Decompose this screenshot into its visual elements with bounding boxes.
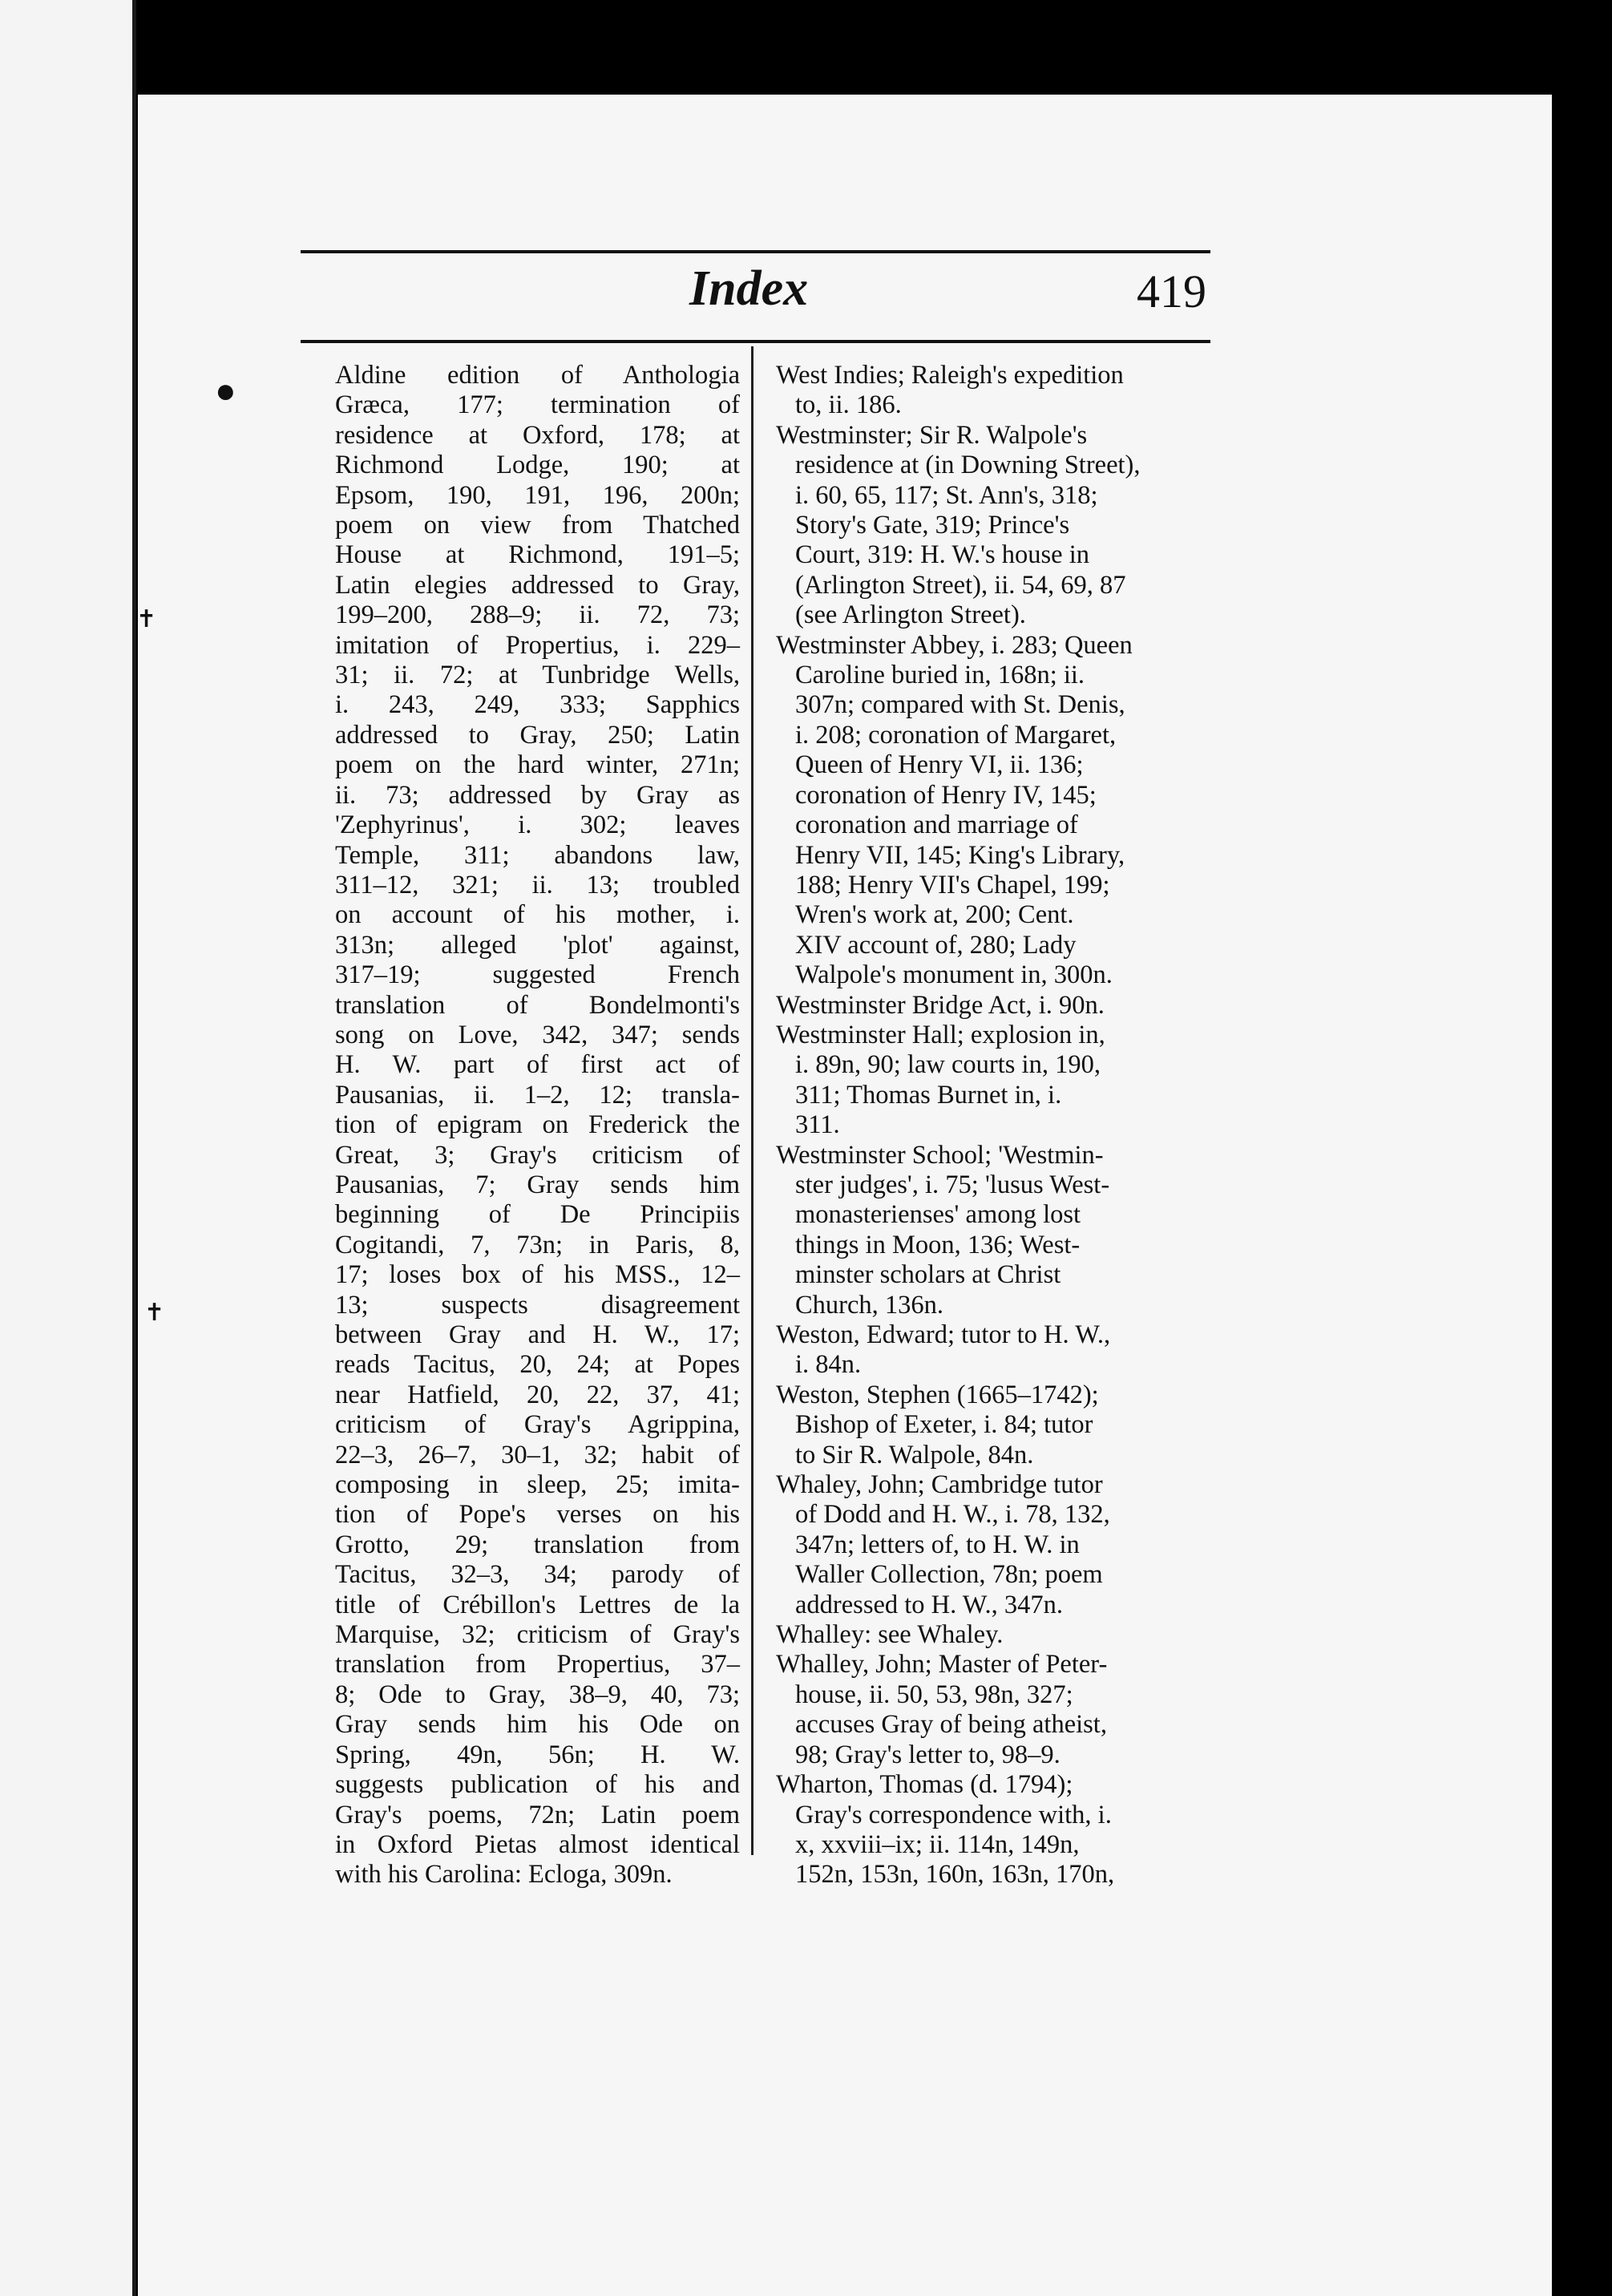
index-line: i. 89n, 90; law courts in, 190, — [795, 1050, 1101, 1080]
index-line: addressed to Gray, 250; Latin — [335, 720, 740, 750]
index-line: x, xxviii–ix; ii. 114n, 149n, — [795, 1829, 1080, 1859]
index-line: ster judges', i. 75; 'lusus West- — [795, 1170, 1110, 1199]
index-line: Westminster School; 'Westmin- — [776, 1140, 1104, 1170]
margin-mark: ✝ — [136, 606, 157, 633]
index-line: House at Richmond, 191–5; — [335, 540, 740, 570]
index-line: Spring, 49n, 56n; H. W. — [335, 1740, 740, 1769]
index-line: Westminster Hall; explosion in, — [776, 1020, 1105, 1049]
index-line: (see Arlington Street). — [795, 600, 1026, 630]
index-line: residence at Oxford, 178; at — [335, 420, 740, 450]
index-line: Marquise, 32; criticism of Gray's — [335, 1620, 740, 1650]
index-line: coronation of Henry IV, 145; — [795, 780, 1097, 810]
index-line: Græca, 177; termination of — [335, 390, 740, 420]
index-line: accuses Gray of being atheist, — [795, 1710, 1107, 1740]
index-line: Henry VII, 145; King's Library, — [795, 840, 1125, 870]
index-line: Walpole's monument in, 300n. — [795, 960, 1113, 990]
index-line: 152n, 153n, 160n, 163n, 170n, — [795, 1860, 1115, 1890]
index-line: between Gray and H. W., 17; — [335, 1320, 740, 1349]
index-line: Westminster Bridge Act, i. 90n. — [776, 990, 1105, 1020]
index-line: Caroline buried in, 168n; ii. — [795, 661, 1085, 690]
index-line: Epsom, 190, 191, 196, 200n; — [335, 480, 740, 510]
index-line: house, ii. 50, 53, 98n, 327; — [795, 1680, 1073, 1709]
index-line: Gray sends him his Ode on — [335, 1710, 740, 1740]
index-line: coronation and marriage of — [795, 810, 1078, 840]
index-line: 311–12, 321; ii. 13; troubled — [335, 870, 740, 899]
index-line: monasterienses' among lost — [795, 1200, 1081, 1230]
index-line: Story's Gate, 319; Prince's — [795, 511, 1070, 540]
index-entry — [776, 631, 1210, 991]
index-line: 311; Thomas Burnet in, i. — [795, 1080, 1062, 1110]
index-line: Aldine edition of Anthologia — [335, 361, 740, 390]
index-line: i. 84n. — [795, 1350, 862, 1380]
index-line: West Indies; Raleigh's expedition — [776, 361, 1124, 390]
index-line: beginning of De Principiis — [335, 1200, 740, 1230]
index-line: Great, 3; Gray's criticism of — [335, 1140, 740, 1170]
column-divider — [751, 346, 753, 1855]
index-entry — [776, 1320, 1210, 1380]
index-line: i. 208; coronation of Margaret, — [795, 720, 1117, 750]
index-entry — [776, 1470, 1210, 1620]
index-line: Whalley, John; Master of Peter- — [776, 1650, 1108, 1680]
index-line: 17; loses box of his MSS., 12– — [335, 1260, 740, 1290]
index-entry — [776, 991, 1210, 1021]
index-line: Gray's correspondence with, i. — [795, 1800, 1112, 1829]
index-line: Grotto, 29; translation from — [335, 1530, 740, 1559]
index-line: 311. — [795, 1110, 840, 1140]
index-line: Pausanias, 7; Gray sends him — [335, 1170, 740, 1199]
margin-mark: ✝ — [144, 1300, 165, 1326]
index-line: criticism of Gray's Agrippina, — [335, 1410, 740, 1440]
index-line: Latin elegies addressed to Gray, — [335, 570, 740, 600]
index-line: 313n; alleged 'plot' against, — [335, 930, 740, 960]
index-line: 22–3, 26–7, 30–1, 32; habit of — [335, 1440, 740, 1469]
book-gutter — [0, 0, 136, 2296]
index-entry — [776, 1141, 1210, 1320]
index-entry — [776, 1650, 1210, 1770]
header-bottom-rule — [301, 340, 1210, 343]
index-line: XIV account of, 280; Lady — [795, 930, 1077, 960]
page-title: Index — [689, 261, 809, 316]
index-line: Westminster Abbey, i. 283; Queen — [776, 630, 1133, 660]
index-line: poem on view from Thatched — [335, 511, 740, 540]
index-line: Whalley: see Whaley. — [776, 1620, 1004, 1650]
index-line: (Arlington Street), ii. 54, 69, 87 — [795, 570, 1126, 600]
page-number: 419 — [1137, 265, 1206, 317]
index-line: 188; Henry VII's Chapel, 199; — [795, 870, 1110, 899]
index-column-right — [776, 361, 1210, 1890]
index-line: poem on the hard winter, 271n; — [335, 750, 740, 780]
header-top-rule — [301, 250, 1210, 253]
index-line: near Hatfield, 20, 22, 37, 41; — [335, 1380, 740, 1409]
index-line: song on Love, 342, 347; sends — [335, 1020, 740, 1049]
index-line: reads Tacitus, 20, 24; at Popes — [335, 1350, 740, 1380]
index-line: of Dodd and H. W., i. 78, 132, — [795, 1500, 1110, 1530]
index-line: things in Moon, 136; West- — [795, 1230, 1081, 1259]
index-line: minster scholars at Christ — [795, 1260, 1061, 1290]
index-line: Weston, Edward; tutor to H. W., — [776, 1320, 1111, 1349]
index-line: 8; Ode to Gray, 38–9, 40, 73; — [335, 1680, 740, 1709]
index-line: tion of epigram on Frederick the — [335, 1110, 740, 1140]
index-line: i. 60, 65, 117; St. Ann's, 318; — [795, 480, 1098, 510]
index-line: on account of his mother, i. — [335, 900, 740, 930]
index-entry — [776, 1620, 1210, 1650]
index-line: composing in sleep, 25; imita- — [335, 1470, 740, 1500]
index-line: suggests publication of his and — [335, 1770, 740, 1800]
index-line: Court, 319: H. W.'s house in — [795, 540, 1089, 570]
margin-mark: ● — [215, 371, 236, 410]
index-line: 98; Gray's letter to, 98–9. — [795, 1740, 1061, 1769]
index-line: 'Zephyrinus', i. 302; leaves — [335, 810, 740, 840]
index-line: 13; suspects disagreement — [335, 1290, 740, 1320]
index-line: Queen of Henry VI, ii. 136; — [795, 750, 1084, 780]
index-line: ii. 73; addressed by Gray as — [335, 780, 740, 810]
index-line: 199–200, 288–9; ii. 72, 73; — [335, 600, 740, 630]
index-line: Whaley, John; Cambridge tutor — [776, 1470, 1103, 1500]
index-line: 31; ii. 72; at Tunbridge Wells, — [335, 661, 740, 690]
index-line: Church, 136n. — [795, 1290, 944, 1320]
index-line: translation of Bondelmonti's — [335, 990, 740, 1020]
index-line: Gray's poems, 72n; Latin poem — [335, 1800, 740, 1829]
index-line: title of Crébillon's Lettres de la — [335, 1590, 740, 1619]
index-line: Pausanias, ii. 1–2, 12; transla- — [335, 1080, 740, 1110]
index-line: addressed to H. W., 347n. — [795, 1590, 1063, 1619]
index-column-left — [335, 361, 740, 1890]
index-line: Waller Collection, 78n; poem — [795, 1560, 1103, 1590]
index-entry — [776, 421, 1210, 631]
index-line: 347n; letters of, to H. W. in — [795, 1530, 1080, 1559]
index-line: to, ii. 186. — [795, 390, 902, 420]
index-line: 307n; compared with St. Denis, — [795, 690, 1125, 720]
index-line: translation from Propertius, 37– — [335, 1650, 740, 1680]
index-line: Wren's work at, 200; Cent. — [795, 900, 1074, 930]
index-line: imitation of Propertius, i. 229– — [335, 630, 740, 660]
index-line: Weston, Stephen (1665–1742); — [776, 1380, 1099, 1409]
index-entry — [776, 1380, 1210, 1470]
index-line: 317–19; suggested French — [335, 960, 740, 990]
index-line: Richmond Lodge, 190; at — [335, 451, 740, 480]
index-line: Wharton, Thomas (d. 1794); — [776, 1770, 1073, 1800]
index-line: Cogitandi, 7, 73n; in Paris, 8, — [335, 1230, 740, 1259]
index-line: Temple, 311; abandons law, — [335, 840, 740, 870]
index-line: to Sir R. Walpole, 84n. — [795, 1440, 1034, 1469]
index-line: Bishop of Exeter, i. 84; tutor — [795, 1410, 1093, 1440]
index-line: in Oxford Pietas almost identical — [335, 1829, 740, 1859]
index-line: Tacitus, 32–3, 34; parody of — [335, 1560, 740, 1590]
index-line: H. W. part of first act of — [335, 1050, 740, 1080]
index-line: Westminster; Sir R. Walpole's — [776, 420, 1088, 450]
index-entry — [776, 1770, 1210, 1890]
index-line: tion of Pope's verses on his — [335, 1500, 740, 1530]
index-line: residence at (in Downing Street), — [795, 451, 1141, 480]
index-line: with his Carolina: Ecloga, 309n. — [335, 1860, 673, 1890]
index-entry — [776, 1021, 1210, 1141]
index-entry — [776, 361, 1210, 421]
index-line: i. 243, 249, 333; Sapphics — [335, 690, 740, 720]
